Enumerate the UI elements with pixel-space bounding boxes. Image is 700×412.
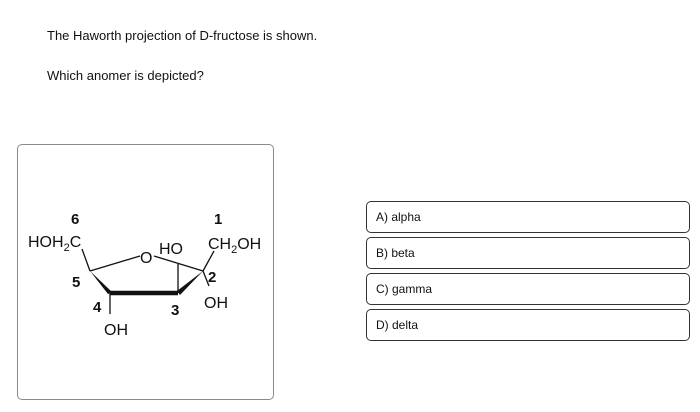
- option-alpha[interactable]: [366, 201, 690, 233]
- bond-c5-c6: [82, 249, 90, 271]
- question-prompt: Which anomer is depicted?: [47, 68, 204, 83]
- carbon-1-number: 1: [214, 211, 223, 228]
- bond-c5-o: [90, 256, 140, 271]
- carbon-4-number: 4: [93, 299, 102, 316]
- c6-hydroxymethyl-label: $HOH_2C$: [28, 234, 82, 254]
- ring-oxygen-label: O: [140, 250, 153, 267]
- bond-c5-c4-wedge: [90, 271, 112, 294]
- option-label: C) gamma: [376, 282, 433, 296]
- answer-options: [366, 201, 690, 345]
- option-label: B) beta: [376, 246, 415, 260]
- carbon-2-number: 2: [208, 269, 217, 286]
- option-label: A) alpha: [376, 210, 421, 224]
- molecule-figure: [17, 144, 274, 400]
- question-text: The Haworth projection of D-fructose is shown.: [47, 28, 318, 43]
- c4-hydroxyl-down-label: OH: [104, 322, 128, 339]
- option-beta[interactable]: [366, 237, 690, 269]
- bond-c2-c1: [203, 251, 214, 271]
- option-label: D) delta: [376, 318, 419, 332]
- carbon-3-number: 3: [171, 302, 180, 319]
- c3-hydroxyl-up-label: HO: [159, 241, 183, 258]
- option-gamma[interactable]: [366, 273, 690, 305]
- haworth-projection: [18, 145, 275, 401]
- carbon-6-number: 6: [71, 211, 80, 228]
- c1-hydroxymethyl-label: $CH_2OH$: [208, 236, 262, 256]
- option-delta[interactable]: [366, 309, 690, 341]
- bond-c3-c2-wedge: [177, 271, 203, 295]
- c2-hydroxyl-down-label: OH: [204, 295, 228, 312]
- carbon-5-number: 5: [72, 274, 81, 291]
